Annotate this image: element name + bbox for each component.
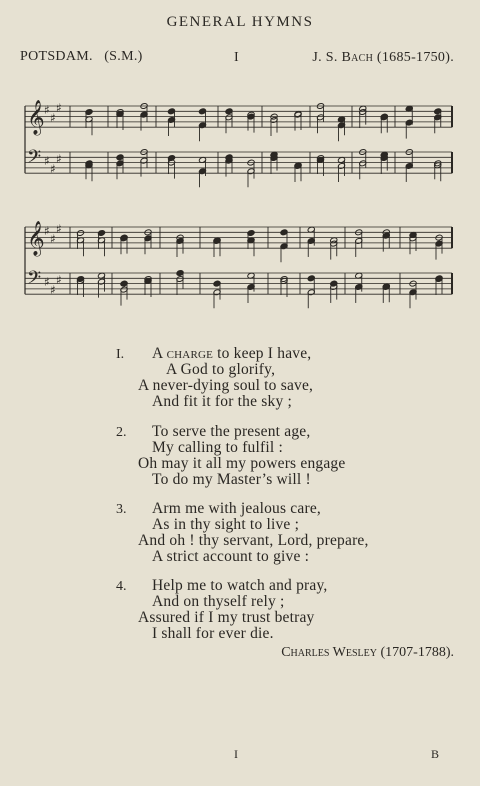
composer-credit <box>312 50 454 66</box>
verse-number: 2. <box>116 425 127 440</box>
treble-clef: 𝄞 <box>27 221 45 256</box>
sharp-sign: ♯ <box>56 101 62 115</box>
treble-clef: 𝄞 <box>27 100 45 135</box>
verse-line: A never-dying soul to save, <box>138 377 314 394</box>
composer-initials: J. S. <box>312 50 338 65</box>
verse-line: I shall for ever die. <box>152 625 274 642</box>
verse-line: Arm me with jealous care, <box>152 500 321 517</box>
small-caps-word: charge <box>166 345 214 362</box>
verse-line: And on thyself rely ; <box>152 593 285 610</box>
sharp-sign: ♯ <box>44 275 50 289</box>
verse-line: To serve the present age, <box>152 423 311 440</box>
verse-number: 4. <box>116 579 127 594</box>
sharp-sign: ♯ <box>56 152 62 166</box>
verse-line: Oh may it all my powers engage <box>138 455 346 472</box>
page-header: GENERAL HYMNS <box>166 14 314 30</box>
page-number: I <box>234 747 238 761</box>
bass-clef: 𝄢 <box>27 147 42 172</box>
verse-line: My calling to fulfil : <box>152 439 283 456</box>
tune-heading <box>20 49 143 65</box>
hymn-number: I <box>234 50 239 65</box>
verse-line: As in thy sight to live ; <box>152 516 300 533</box>
verse-line: A strict account to give : <box>152 548 310 565</box>
signature-mark: B <box>431 747 440 761</box>
verse-number: 3. <box>116 502 127 517</box>
verse-line: And oh ! thy servant, Lord, prepare, <box>138 532 369 549</box>
sharp-sign: ♯ <box>44 154 50 168</box>
composer-dates: (1685-1750). <box>376 50 454 65</box>
verse-line: A God to glorify, <box>166 361 276 378</box>
verse-line: And fit it for the sky ; <box>152 393 292 410</box>
line-rest: to keep I have, <box>213 345 312 362</box>
sharp-sign: ♯ <box>50 111 56 125</box>
verse-line: Help me to watch and pray, <box>152 577 328 594</box>
sharp-sign: ♯ <box>44 224 50 238</box>
tune-meter: (S.M.) <box>104 49 143 64</box>
sharp-sign: ♯ <box>50 232 56 246</box>
music-system-1 <box>0 88 480 192</box>
verse-line: To do my Master’s will ! <box>152 471 311 488</box>
sharp-sign: ♯ <box>56 222 62 236</box>
author-credit <box>281 645 454 661</box>
verse-number: I. <box>116 347 125 362</box>
music-system-2 <box>0 209 480 313</box>
bass-clef: 𝄢 <box>27 268 42 293</box>
line-lead: A <box>152 345 167 362</box>
tune-name: POTSDAM. <box>20 49 93 64</box>
sharp-sign: ♯ <box>50 162 56 176</box>
composer-surname: Bach <box>341 50 374 65</box>
author-dates: (1707-1788). <box>380 645 454 660</box>
sharp-sign: ♯ <box>50 283 56 297</box>
verse-line: Assured if I my trust betray <box>138 609 315 626</box>
author-name: Charles Wesley <box>281 645 377 660</box>
sharp-sign: ♯ <box>56 273 62 287</box>
sharp-sign: ♯ <box>44 103 50 117</box>
